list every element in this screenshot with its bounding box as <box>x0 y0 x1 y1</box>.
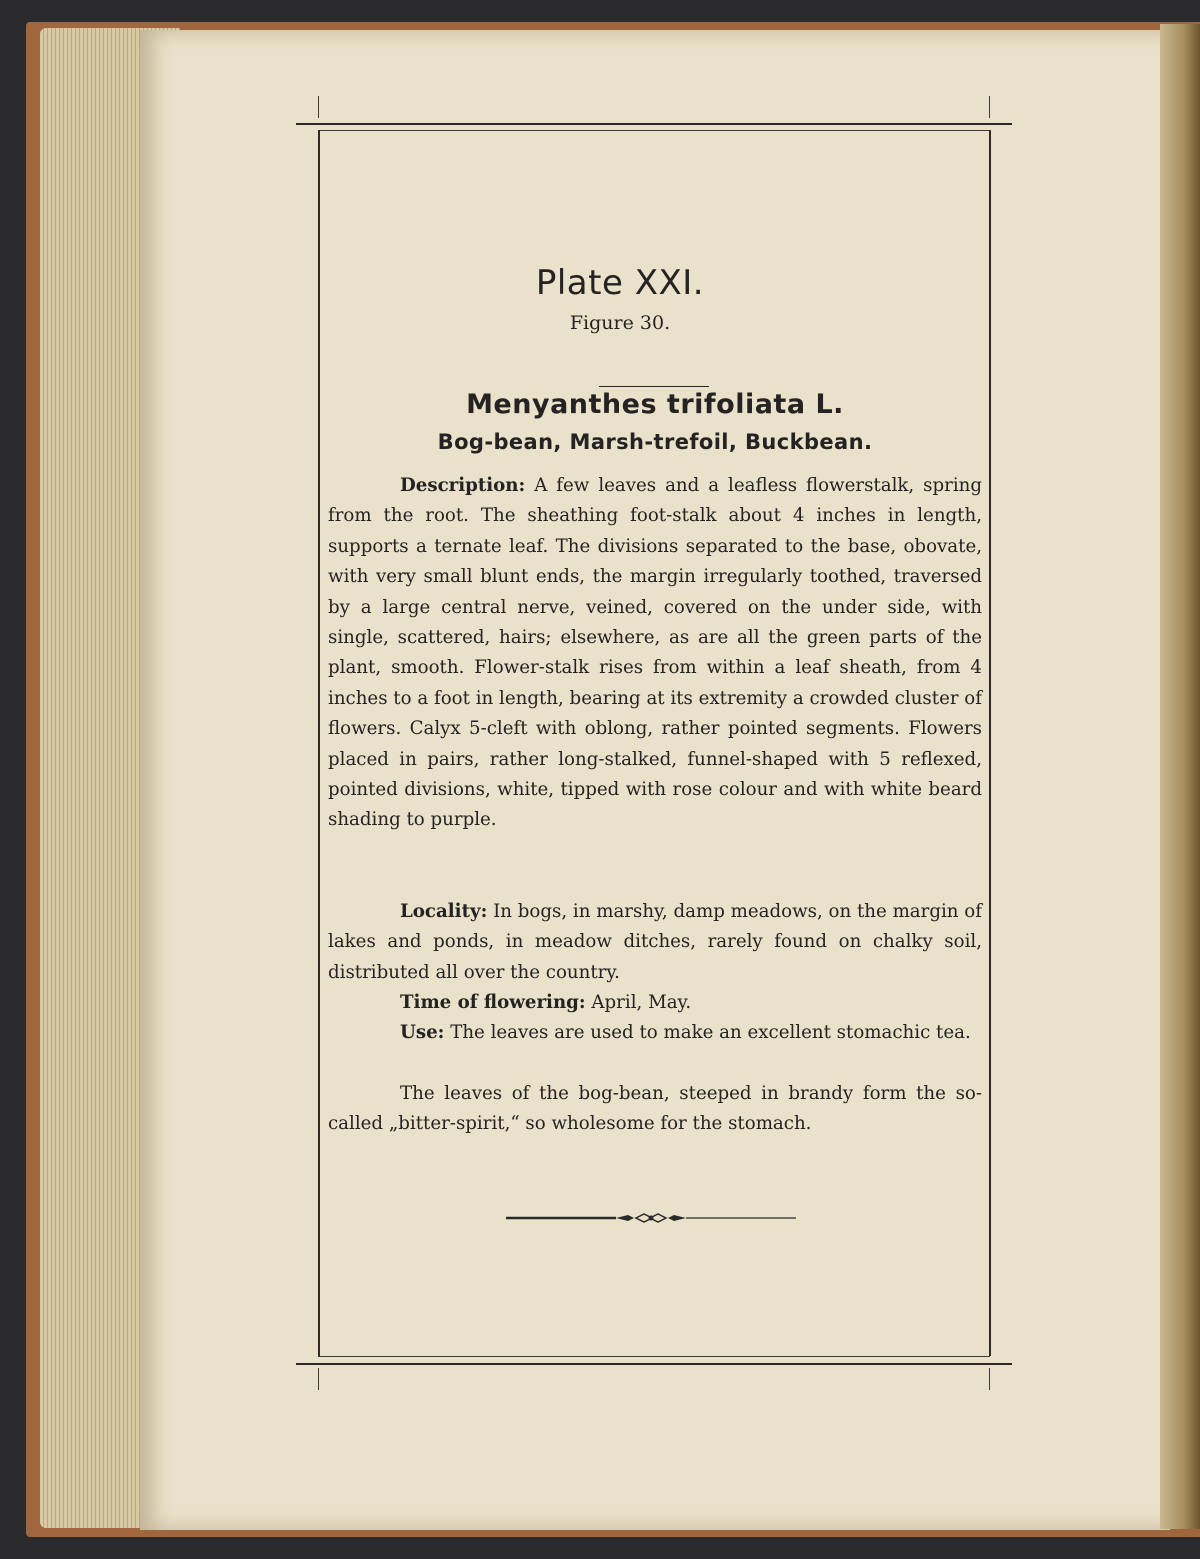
title-divider <box>599 386 709 387</box>
frame-right-tick-top <box>989 96 990 118</box>
frame-top-rule <box>296 123 1012 125</box>
description-label: Description: <box>400 475 526 496</box>
frame-left-tick-top <box>318 96 319 118</box>
frame-right-tick-bottom <box>989 1368 990 1390</box>
locality-paragraph <box>328 897 982 988</box>
locality-text: In bogs, in marshy, damp meadows, on the margin of lakes and ponds, in meadow ditches, rarely found on chalky soil, distributed all over the country. <box>328 901 982 983</box>
locality-label: Locality: <box>400 901 488 922</box>
description-paragraph <box>328 471 982 836</box>
frame-left-rule <box>318 130 320 1356</box>
frame-top-inner-rule <box>318 130 990 131</box>
extra-note-paragraph: The leaves of the bog-bean, steeped in brandy form the so-called „bitter-spirit,“ so wholesome for the stomach. <box>328 1083 982 1135</box>
page-gutter <box>1160 24 1200 1529</box>
common-names: Bog-bean, Marsh-trefoil, Buckbean. <box>437 430 873 454</box>
use-label: Use: <box>400 1022 445 1043</box>
flowering-label: Time of flowering: <box>400 992 586 1013</box>
use-paragraph <box>328 1018 982 1048</box>
flowering-text: April, May. <box>591 992 692 1013</box>
plate-title: Plate XXI. <box>535 263 705 303</box>
flowering-paragraph <box>328 988 982 1018</box>
species-name: Menyanthes trifoliata L. <box>466 389 844 420</box>
description-text: A few leaves and a leafless flowerstalk, spring from the root. The sheathing foot-stalk about 4 inches in length, supports a ternate leaf. The divisions separated to the base, obovate, with very small blunt ends, the margin irregularly toothed, traversed by a large central nerve, veined, covered on the under side, with single, scattered, hairs; elsewhere, as are all the green parts of the plant, smooth. Flower-stalk rises from within a leaf sheath, from 4 inches to a foot in length, bearing at its extremity a crowded cluster of flowers. Calyx 5-cleft with oblong, rather pointed segments. Flowers placed in pairs, rather long-stalked, funnel-shaped with 5 reflexed, pointed divisions, white, tipped with rose colour and with white beard shading to purple. <box>328 475 982 831</box>
frame-bottom-rule <box>296 1363 1012 1365</box>
frame-bottom-inner-rule <box>318 1356 990 1357</box>
frame-left-tick-bottom <box>318 1368 319 1390</box>
frame-right-rule <box>989 130 991 1356</box>
figure-label: Figure 30. <box>569 312 671 334</box>
use-text: The leaves are used to make an excellent stomachic tea. <box>450 1022 971 1043</box>
end-ornament <box>506 1210 796 1226</box>
